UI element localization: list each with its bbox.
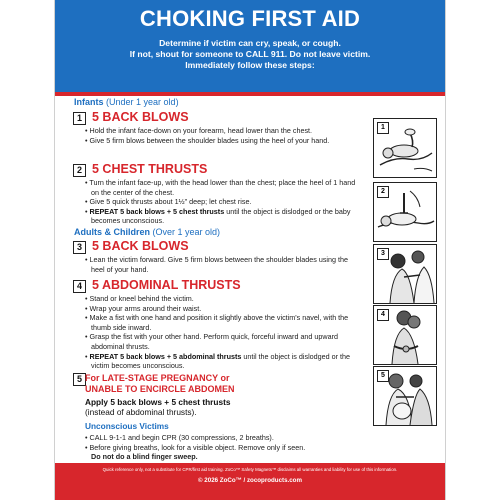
step-number: 4 <box>73 280 86 293</box>
step-title: 5 CHEST THRUSTS <box>92 162 208 176</box>
repeat-bold: REPEAT 5 back blows + 5 chest thrusts <box>89 206 225 216</box>
bullet: • Before giving breaths, look for a visible object. Remove only if seen. <box>85 442 306 452</box>
step-title: 5 ABDOMINAL THRUSTS <box>92 278 241 292</box>
bullet: • Turn the infant face-up, with the head lower than the chest; place the heel of 1 hand on the center of the chest. <box>85 178 356 197</box>
header-banner <box>55 0 445 96</box>
pregnancy-line-2: UNABLE TO ENCIRCLE ABDOMEN <box>85 384 235 394</box>
bullet: • Wrap your arms around their waist. <box>85 303 202 313</box>
pregnancy-line-1: For LATE-STAGE PREGNANCY or <box>85 373 230 383</box>
illustration-adult-back-blows <box>373 244 437 304</box>
bullet: • CALL 9-1-1 and begin CPR (30 compressions, 2 breaths). <box>85 433 274 442</box>
repeat-rest: until the object is dislodged or the victim becomes unconscious. <box>91 351 351 371</box>
step-2-bullets <box>85 178 361 226</box>
bullet: • Give 5 firm blows between the shoulder blades using the heel of your hand. <box>85 135 330 145</box>
section-adults-sub: (Over 1 year old) <box>152 227 221 237</box>
step-number: 1 <box>73 112 86 125</box>
pregnancy-apply: Apply 5 back blows + 5 chest thrusts <box>85 397 231 407</box>
bullet-repeat: • REPEAT 5 back blows + 5 chest thrusts until the object is dislodged or the baby becomes unconscious. <box>85 206 351 226</box>
step-3-bullets <box>85 255 361 274</box>
section-infants-label: Infants <box>74 97 104 107</box>
step-number: 2 <box>73 164 86 177</box>
step-number: 5 <box>73 373 86 386</box>
disclaimer-text: Quick reference only, not a substitute for CPR/first aid training. ZoCo™ Safety Magnets™ disclaims all warranties and liability for use of this information. <box>102 467 398 472</box>
step-4-bullets <box>85 294 361 371</box>
unconscious-title: Unconscious Victims <box>85 421 169 431</box>
bullet-repeat: • REPEAT 5 back blows + 5 abdominal thrusts until the object is dislodged or the victim becomes unconscious. <box>85 351 351 371</box>
repeat-bold: REPEAT 5 back blows + 5 abdominal thrusts <box>89 351 242 361</box>
illustration-number: 3 <box>377 248 389 260</box>
unconscious-warning: Do not do a blind finger sweep. <box>91 452 198 462</box>
illustration-abdominal-thrusts <box>373 305 437 365</box>
intro-line: Determine if victim can cry, speak, or cough. <box>159 38 341 48</box>
bullet: • Lean the victim forward. Give 5 firm blows between the shoulder blades using the heel of your hand. <box>85 255 349 274</box>
step-title: 5 BACK BLOWS <box>92 239 189 253</box>
intro-line: Immediately follow these steps: <box>185 60 315 70</box>
illustration-pregnancy-thrusts <box>373 366 437 426</box>
pregnancy-instructions <box>85 397 230 417</box>
section-adults-label: Adults & Children <box>74 227 150 237</box>
pregnancy-heading <box>85 373 235 395</box>
step-number: 3 <box>73 241 86 254</box>
illustration-infant-back-blows <box>373 118 437 178</box>
section-infants-sub: (Under 1 year old) <box>106 97 179 107</box>
bullet: • Grasp the fist with your other hand. Perform quick, forceful inward and upward abdominal thrusts. <box>85 332 339 351</box>
section-infants <box>74 97 179 107</box>
illustration-number: 2 <box>377 186 389 198</box>
bullet: • Hold the infant face-down on your forearm, head lower than the chest. <box>85 126 313 135</box>
page-title: CHOKING FIRST AID <box>139 6 361 31</box>
illustration-number: 1 <box>377 122 389 134</box>
unconscious-bullets <box>85 433 361 462</box>
first-aid-card <box>54 0 446 500</box>
intro-line: If not, shout for someone to CALL 911. Do not leave victim. <box>129 49 371 59</box>
section-adults <box>74 227 220 237</box>
copyright-text: © 2026 ZoCo™ / zocoproducts.com <box>198 477 302 484</box>
step-1-bullets <box>85 126 361 145</box>
illustration-number: 4 <box>377 309 389 321</box>
step-title: 5 BACK BLOWS <box>92 110 189 124</box>
bullet: • Stand or kneel behind the victim. <box>85 294 194 303</box>
pregnancy-instead: (instead of abdominal thrusts). <box>85 407 197 417</box>
illustration-number: 5 <box>377 370 389 382</box>
bullet: • Make a fist with one hand and position it slightly above the victim's navel, with the thumb side inward. <box>85 313 349 332</box>
footer-banner <box>55 463 445 500</box>
bullet: • Give 5 quick thrusts about 1½" deep; let chest rise. <box>85 197 252 207</box>
illustration-infant-chest-thrusts <box>373 182 437 242</box>
repeat-rest: until the object is dislodged or the baby becomes unconscious. <box>91 206 351 226</box>
intro-text <box>65 38 435 71</box>
